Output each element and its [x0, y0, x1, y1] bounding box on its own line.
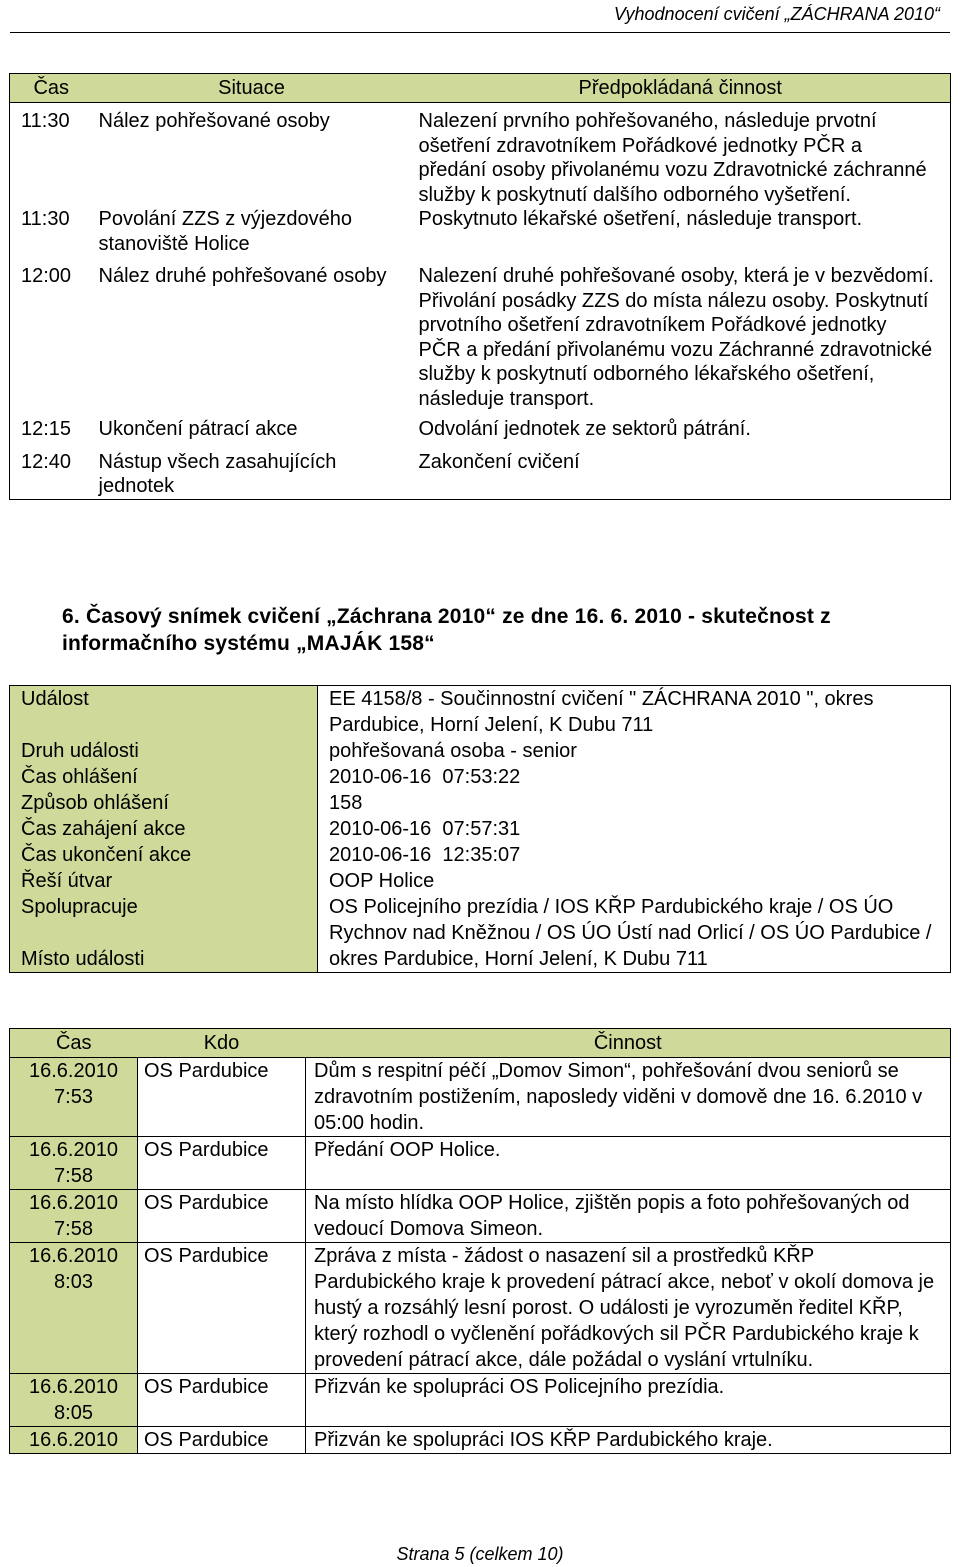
- log-datetime: [10, 1427, 138, 1454]
- table-row: [10, 411, 951, 442]
- event-value: okres Pardubice, Horní Jelení, K Dubu 711: [329, 948, 708, 970]
- log-who: OS Pardubice: [138, 1190, 306, 1243]
- row-situation: Povolání ZZS z výjezdového stanoviště Holice: [98, 208, 352, 255]
- row-activity: Nalezení prvního pohřešovaného, následuje prvotní ošetření zdravotníkem Pořádkové jednotky PČR a předání osoby přivolanému vozu Zdravotnické záchranné služby k poskytnutí dalšího odborného vyšetření.: [411, 103, 951, 208]
- log-datetime: [10, 1058, 138, 1137]
- table-row: [10, 256, 951, 411]
- event-row: [10, 738, 951, 764]
- log-action: Na místo hlídka OOP Holice, zjištěn popis a foto pohřešovaných od vedoucí Domova Simeon.: [306, 1190, 951, 1243]
- event-row: [10, 686, 951, 739]
- log-action: Přizván ke spolupráci IOS KŘP Pardubického kraje.: [306, 1427, 951, 1454]
- page-footer: Strana 5 (celkem 10): [396, 1544, 564, 1564]
- section-title: 6. Časový snímek cvičení „Záchrana 2010“ ze dne 16. 6. 2010 - skutečnost z informačního systému „MAJÁK 158“: [62, 605, 831, 655]
- event-label: Místo události: [10, 946, 318, 973]
- log-who: OS Pardubice: [138, 1374, 306, 1427]
- row-time: 12:00: [21, 265, 72, 287]
- log-action: Předání OOP Holice.: [306, 1137, 951, 1190]
- log-datetime: [10, 1243, 138, 1374]
- event-label: Čas ukončení akce: [10, 842, 318, 868]
- log-who: OS Pardubice: [138, 1137, 306, 1190]
- log-who: OS Pardubice: [138, 1427, 306, 1454]
- row-time: 11:30: [10, 103, 93, 208]
- log-time: 7:58: [54, 1165, 93, 1187]
- log-date: 16.6.2010: [29, 1429, 118, 1451]
- log-header-row: [10, 1029, 951, 1058]
- row-activity: Nalezení druhé pohřešované osoby, která je v bezvědomí. Přivolání posádky ZZS do místa nálezu osoby. Poskytnutí prvotního ošetření zdravotníkem Pořádkové jednotky PČR a předání přivolanému vozu Záchranné zdravotnické služby k poskytnutí odborného lékařského ošetření, následuje transport.: [418, 265, 934, 410]
- log-date: 16.6.2010: [29, 1376, 118, 1398]
- event-row: [10, 868, 951, 894]
- event-detail-table: [9, 685, 951, 973]
- log-date: 16.6.2010: [29, 1192, 118, 1214]
- column-header-action: Činnost: [306, 1029, 951, 1058]
- column-header-situation: Situace: [93, 74, 411, 103]
- log-time: 7:58: [54, 1218, 93, 1240]
- log-row: [10, 1190, 951, 1243]
- event-row: [10, 894, 951, 946]
- event-value: 2010-06-16 12:35:07: [329, 844, 521, 866]
- log-date: 16.6.2010: [29, 1139, 118, 1161]
- event-value: OS Policejního prezídia / IOS KŘP Pardubického kraje / OS ÚO Rychnov nad Kněžnou / OS ÚO Ústí nad Orlicí / OS ÚO Pardubice /: [329, 896, 932, 944]
- event-label: Čas zahájení akce: [10, 816, 318, 842]
- event-row: [10, 842, 951, 868]
- log-time: 7:53: [54, 1086, 93, 1108]
- log-who: OS Pardubice: [138, 1058, 306, 1137]
- row-situation: Nález pohřešované osoby: [93, 103, 411, 208]
- table-row: [10, 207, 951, 256]
- event-value: 2010-06-16 07:57:31: [329, 818, 521, 840]
- row-situation: Nález druhé pohřešované osoby: [98, 265, 387, 287]
- log-row: [10, 1137, 951, 1190]
- row-situation: Ukončení pátrací akce: [98, 418, 298, 440]
- header-divider: [10, 32, 950, 33]
- column-header-time: Čas: [10, 74, 93, 103]
- row-time: 12:40: [21, 450, 72, 473]
- log-row: [10, 1374, 951, 1427]
- table-row: [10, 103, 951, 208]
- event-row: [10, 764, 951, 790]
- row-activity: Poskytnuto lékařské ošetření, následuje transport.: [418, 208, 863, 230]
- column-header-who: Kdo: [138, 1029, 306, 1058]
- table-row: [10, 442, 951, 500]
- event-label: Druh události: [10, 738, 318, 764]
- log-date: 16.6.2010: [29, 1245, 118, 1267]
- event-row: [10, 790, 951, 816]
- event-value: pohřešovaná osoba - senior: [329, 740, 577, 762]
- event-value: 2010-06-16 07:53:22: [329, 766, 521, 788]
- event-value: EE 4158/8 - Součinnostní cvičení " ZÁCHRANA 2010 ", okres Pardubice, Horní Jelení, K Dubu 711: [329, 688, 874, 736]
- log-date: 16.6.2010: [29, 1060, 118, 1082]
- row-time: 12:15: [21, 418, 72, 440]
- row-time: 11:30: [21, 208, 70, 230]
- event-value: OOP Holice: [329, 870, 435, 892]
- log-row: [10, 1243, 951, 1374]
- event-label: Událost: [10, 686, 318, 739]
- log-action: Zpráva z místa - žádost o nasazení sil a prostředků KŘP Pardubického kraje k provedení pátrací akce, neboť v okolí domova je hustý a rozsáhlý lesní porost. O události je vyrozuměn ředitel KŘP, který rozhodl o vyčlenění pořádkových sil PČR Pardubického kraje k provedení pátrací akce, dále požádal o vyslání vrtulníku.: [306, 1243, 951, 1374]
- log-who: OS Pardubice: [138, 1243, 306, 1374]
- event-row: [10, 816, 951, 842]
- log-row: [10, 1058, 951, 1137]
- event-label: Řeší útvar: [10, 868, 318, 894]
- page-header: Vyhodnocení cvičení „ZÁCHRANA 2010“: [613, 4, 940, 24]
- event-row: [10, 946, 951, 973]
- log-datetime: [10, 1374, 138, 1427]
- log-datetime: [10, 1137, 138, 1190]
- event-label: Spolupracuje: [10, 894, 318, 946]
- log-time: 8:03: [54, 1271, 93, 1293]
- row-situation: Nástup všech zasahujících jednotek: [98, 450, 337, 497]
- event-value: 158: [329, 792, 363, 814]
- row-activity: Zakončení cvičení: [418, 450, 580, 473]
- log-action: Dům s respitní péčí „Domov Simon“, pohřešování dvou seniorů se zdravotním postižením, naposledy viděni v domově dne 16. 6.2010 v 05:00 hodin.: [306, 1058, 951, 1137]
- log-time: 8:05: [54, 1402, 93, 1424]
- event-label: Čas ohlášení: [10, 764, 318, 790]
- log-row: [10, 1427, 951, 1454]
- timeline-table: [9, 73, 951, 500]
- log-datetime: [10, 1190, 138, 1243]
- column-header-time: Čas: [10, 1029, 138, 1058]
- log-action: Přizván ke spolupráci OS Policejního prezídia.: [306, 1374, 951, 1427]
- row-activity: Odvolání jednotek ze sektorů pátrání.: [418, 418, 751, 440]
- timeline-header-row: [10, 74, 951, 103]
- event-label: Způsob ohlášení: [10, 790, 318, 816]
- event-log-table: [9, 1028, 951, 1454]
- column-header-activity: Předpokládaná činnost: [411, 74, 951, 103]
